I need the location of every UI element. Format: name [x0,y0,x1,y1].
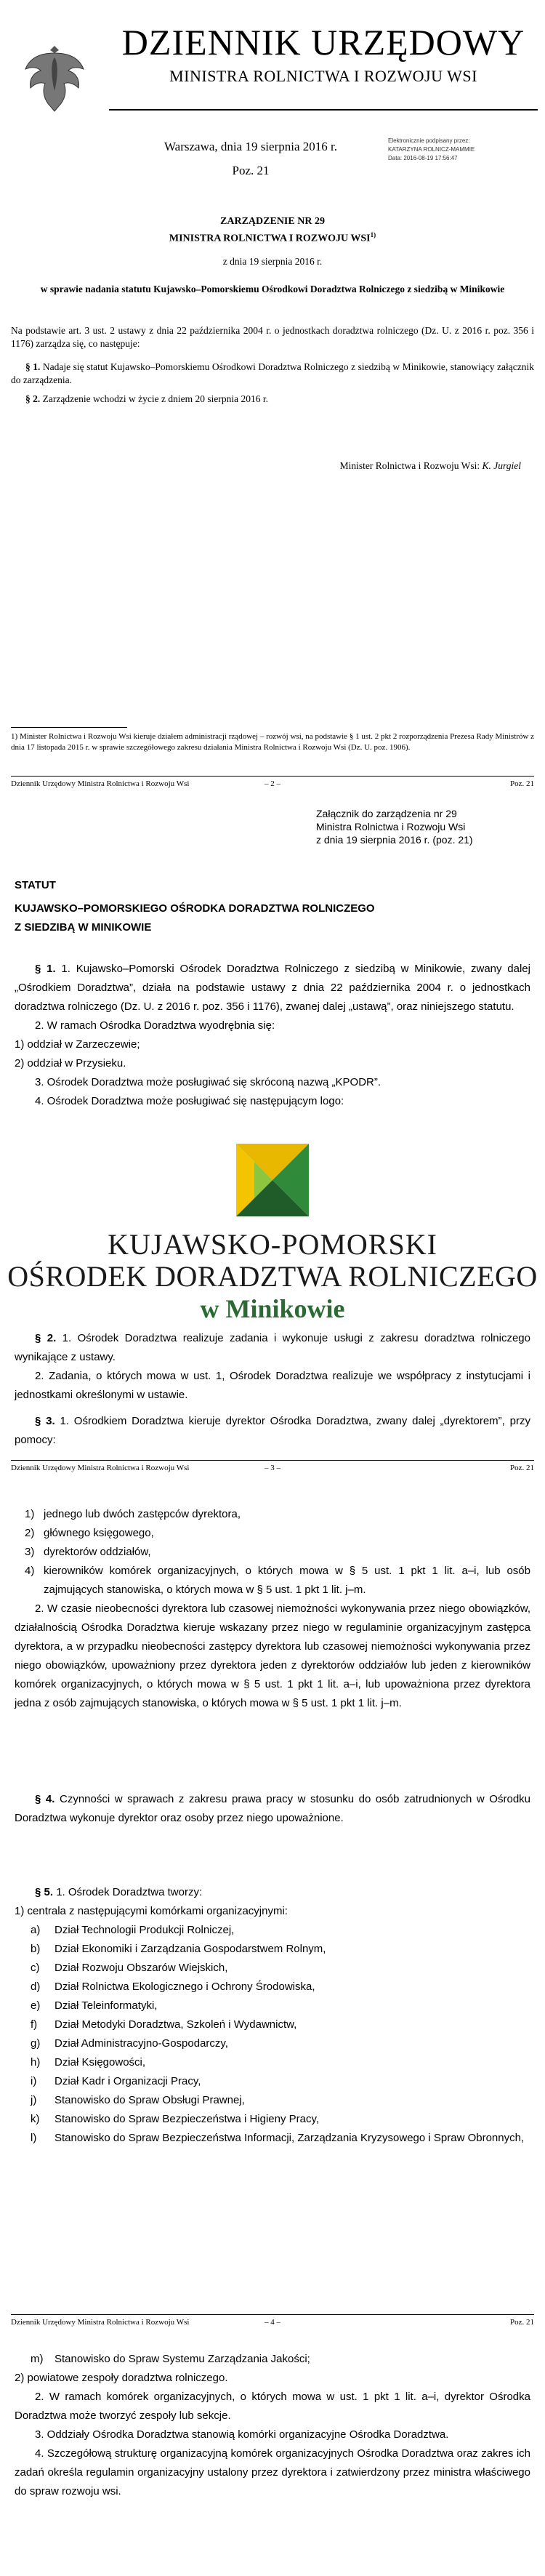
footer-rule [11,2314,534,2315]
page-4 [0,2343,545,2576]
paragraph-text: Nadaje się statut Kujawsko–Pomorskiemu Ośrodkowi Doradztwa Rolniczego z siedzibą w Minikowie, stanowiący załącznik do zarządzenia. [11,361,535,385]
logo-text-line: w Minikowie [200,1294,345,1323]
footer-journal: Dziennik Urzędowy Ministra Rolnictwa i Rozwoju Wsi [11,779,190,788]
list-item: c) Dział Rozwoju Obszarów Wiejskich, [31,1962,228,1974]
list-item: 3) dyrektorów oddziałów, [25,1546,151,1558]
list-item: 2) powiatowe zespoły doradztwa rolniczego. [15,2372,228,2384]
footer-page-number: – 2 – [265,779,280,788]
list-item: h) Dział Księgowości, [31,2056,146,2069]
page-3 [0,1490,545,2276]
list-item: i) Dział Kadr i Organizacji Pracy, [31,2075,201,2087]
section-1-para-2: 2. W ramach Ośrodka Doradztwa wyodrębnia się: [35,1019,275,1032]
footer-position: Poz. 21 [510,2318,534,2327]
section-1-para-3: 3. Ośrodek Doradztwa może posługiwać się skróconą nazwą „KPODR”. [35,1076,382,1088]
list-item: k) Stanowisko do Spraw Bezpieczeństwa i Higieny Pracy, [31,2113,320,2125]
list-item: 1) oddział w Zarzeczewie; [15,1038,140,1051]
section-5-para-4: 4. Szczegółową strukturę organizacyjną komórek organizacyjnych Ośrodka Doradztwa oraz zakres ich zadań określa regulamin organizacyjny ustalony przez dyrektora i zatwierdzony przez ministra właściwego do spraw rozwoju wsi. [15,2447,530,2497]
paragraph-label: § 1. [25,361,41,372]
kpodr-logo-icon [233,1140,312,1220]
paragraph-text: Zarządzenie wchodzi w życie z dniem 20 sierpnia 2016 r. [42,393,268,404]
section-5: § 5. 1. Ośrodek Doradztwa tworzy: 1) centrala z następującymi komórkami organizacyjnymi: a) Dział Technologii Produkcji Rolniczej, b) Dział Ekonomiki i Zarządzania Gospodarstwem Rolnym, c) Dział Rozwoju Obszarów Wiejskich, d) Dział Rolnictwa Ekologicznego i Ochrony Środowiska, e) Dział Teleinformatyki, f) Dział Metodyki Doradztwa, Szkoleń i Wydawnictw, g) Dział Administracyjno-Gospodarczy, h) Dział Księgowości, i) Dział Kadr i Organizacji Pracy, j) Stanowisko do Spraw Obsługi Prawnej, k) Stanowisko do Spraw Bezpieczeństwa i Higieny Pracy, l) Stanowisko do Spraw Bezpieczeństwa Informacji, Zarządzania Kryzysowego i Spraw Obronnych, [15,1883,530,2148]
logo-text [0,1229,545,1325]
esign-line: KATARZYNA ROLNICZ-MAMMIE [388,146,475,153]
list-item: a) Dział Technologii Produkcji Rolniczej, [31,1924,235,1936]
page-1 [0,0,545,865]
list-item: m) Stanowisko do Spraw Systemu Zarządzania Jakości; [31,2353,310,2365]
list-item: 2) głównego księgowego, [25,1527,154,1539]
section-3-para-2: 2. W czasie nieobecności dyrektora lub czasowej niemożności wykonywania przez niego obowiązków, działalnością Ośrodka Doradztwa kieruje wskazany przez niego w regulaminie organizacyjnym zastępca dyrektora, a w przypadku nieobecności zastępcy dyrektora lub czasowej niemożności wykonywania przez niego obowiązków, upoważniony przez dyrektora jeden z dyrektorów oddziałów lub jeden z kierowników komórek organizacyjnych, o których mowa w § 5 ust. 1 pkt 1 lit. a–i, lub upoważniona przez dyrektora jedna z osób zajmujących stanowiska, o których mowa w § 5 ust. 1 pkt 1 lit. j–m. [15,1602,530,1709]
esign-line: Elektronicznie podpisany przez: [388,137,470,144]
list-item: 4) kierowników komórek organizacyjnych, o których mowa w § 5 ust. 1 pkt 1 lit. a–i, lub osób zajmujących stanowiska, o których mowa w § 5 ust. 1 pkt 1 lit. j–m. [25,1565,530,1596]
section-1-para-4: 4. Ośrodek Doradztwa może posługiwać się następującym logo: [35,1095,344,1107]
attachment-line: Załącznik do zarządzenia nr 29 [316,808,457,819]
section-5-para-2: 2. W ramach komórek organizacyjnych, o których mowa w ust. 1 pkt 1 lit. a–i, dyrektor Ośrodka Doradztwa może tworzyć zespoły lub sekcje. [15,2391,530,2422]
footer-rule [11,1460,534,1461]
signature-name: K. Jurgiel [482,460,521,471]
order-number: ZARZĄDZENIE NR 29 [220,216,325,227]
section-5-continued [15,2350,530,2501]
section-1-para-1: § 1. 1. Kujawsko–Pomorski Ośrodek Doradztwa Rolniczego z siedzibą w Minikowie, zwany dalej „Ośrodkiem Doradztwa”, działa na podstawie ustawy z dnia 22 października 2004 r. o jednostkach doradztwa rolniczego (Dz. U. z 2016 r. poz. 356 i 1176), zwanej dalej „ustawą”, oraz niniejszego statutu. [15,963,530,1013]
section-label: § 3. [35,1415,55,1427]
section-label: § 4. [35,1793,55,1805]
list-item: l) Stanowisko do Spraw Bezpieczeństwa Informacji, Zarządzania Kryzysowego i Spraw Obronnych, [31,2132,525,2144]
section-3-list [15,1505,530,1713]
section-3-para-1: § 3. 1. Ośrodkiem Doradztwa kieruje dyrektor Ośrodka Doradztwa, zwany dalej „dyrektorem”, przy pomocy: [15,1415,530,1446]
footer-page-number: – 4 – [265,2318,280,2327]
section-2-para-1: § 2. 1. Ośrodek Doradztwa realizuje zadania i wykonuje usługi z zakresu doradztwa rolniczego wynikające z ustawy. [15,1332,530,1363]
attachment-note [316,807,534,846]
logo-text-line: KUJAWSKO-POMORSKI [108,1228,437,1261]
dateline: Warszawa, dnia 19 sierpnia 2016 r. [164,140,337,153]
section-1 [15,960,530,1111]
statute-subtitle: Z SIEDZIBĄ W MINIKOWIE [15,921,152,934]
list-item: 1) jednego lub dwóch zastępców dyrektora, [25,1508,241,1520]
list-item: d) Dział Rolnictwa Ekologicznego i Ochrony Środowiska, [31,1981,315,1993]
list-item: j) Stanowisko do Spraw Obsługi Prawnej, [31,2094,245,2106]
section-label: § 5. [35,1886,54,1898]
section-label: § 2. [35,1332,57,1344]
esign-line: Data: 2016-08-19 17:56:47 [388,155,458,161]
attachment-line: Ministra Rolnictwa i Rozwoju Wsi [316,821,466,832]
section-4: § 4. Czynności w sprawach z zakresu prawa pracy w stosunku do osób zatrudnionych w Ośrodku Doradztwa wykonuje dyrektor oraz osoby przez niego upoważnione. [15,1793,530,1824]
journal-title: DZIENNIK URZĘDOWY [121,22,525,63]
list-item: f) Dział Metodyki Doradztwa, Szkoleń i Wydawnictw, [31,2018,297,2031]
page-2 [0,800,545,1469]
list-item: 1) centrala z następującymi komórkami organizacyjnymi: [15,1905,288,1917]
logo-text-line: OŚRODEK DORADZTWA ROLNICZEGO [7,1260,538,1293]
statute-subtitle: KUJAWSKO–POMORSKIEGO OŚRODKA DORADZTWA ROLNICZEGO [15,902,375,915]
paragraph-2 [11,393,534,406]
paragraph-1 [11,361,534,387]
signature [11,460,534,473]
order-date: z dnia 19 sierpnia 2016 r. [222,256,323,267]
footnote-ref: 1) [370,231,376,238]
section-3-intro [15,1412,530,1450]
footnote: 1) Minister Rolnictwa i Rozwoju Wsi kieruje działem administracji rządowej – rozwój wsi, na podstawie § 1 ust. 2 pkt 2 rozporządzenia Prezesa Rady Ministrów z dnia 17 listopada 2015 r. w sprawie szczegółowego zakresu działania Ministra Rolnictwa i Rozwoju Wsi (Dz. U. poz. 1906). [11,732,534,752]
list-item: g) Dział Administracyjno-Gospodarczy, [31,2037,228,2050]
paragraph-label: § 2. [25,393,41,404]
footer-journal: Dziennik Urzędowy Ministra Rolnictwa i Rozwoju Wsi [11,1464,190,1472]
footer-rule [11,776,534,777]
attachment-line: z dnia 19 sierpnia 2016 r. (poz. 21) [316,834,473,846]
section-2 [15,1329,530,1405]
header-rule [109,109,538,111]
order-subject: w sprawie nadania statutu Kujawsko–Pomorskiemu Ośrodkowi Doradztwa Rolniczego z siedzibą w Minikowie [40,284,505,294]
eagle-crest-icon [22,40,87,113]
footer-position: Poz. 21 [510,1464,534,1472]
statute-title: STATUT [15,879,56,891]
list-item: 2) oddział w Przysieku. [15,1057,126,1070]
journal-subtitle: MINISTRA ROLNICTWA I ROZWOJU WSI [169,67,477,85]
footer-page-number: – 3 – [265,1464,280,1472]
section-label: § 1. [35,963,56,975]
list-item: e) Dział Teleinformatyki, [31,1999,158,2012]
section-2-para-2: 2. Zadania, o których mowa w ust. 1, Ośrodek Doradztwa realizuje we współpracy z instytucjami i jednostkami określonymi w ustawie. [15,1370,530,1401]
list-item: b) Dział Ekonomiki i Zarządzania Gospodarstwem Rolnym, [31,1943,326,1955]
signature-role: Minister Rolnictwa i Rozwoju Wsi: [339,460,480,471]
footer-journal: Dziennik Urzędowy Ministra Rolnictwa i Rozwoju Wsi [11,2318,190,2327]
electronic-signature-stamp [388,137,512,163]
footer-position: Poz. 21 [510,779,534,788]
order-issuer: MINISTRA ROLNICTWA I ROZWOJU WSI$^{1)}$ [169,231,376,244]
footnote-rule [11,727,127,728]
order-heading [11,215,534,246]
legal-basis: Na podstawie art. 3 ust. 2 ustawy z dnia 22 października 2004 r. o jednostkach doradztwa rolniczego (Dz. U. z 2016 r. poz. 356 i 1176) zarządza się, co następuje: [11,325,534,349]
position-number: Poz. 21 [232,164,270,177]
section-5-para-3: 3. Oddziały Ośrodka Doradztwa stanowią komórki organizacyjne Ośrodka Doradztwa. [35,2428,449,2441]
